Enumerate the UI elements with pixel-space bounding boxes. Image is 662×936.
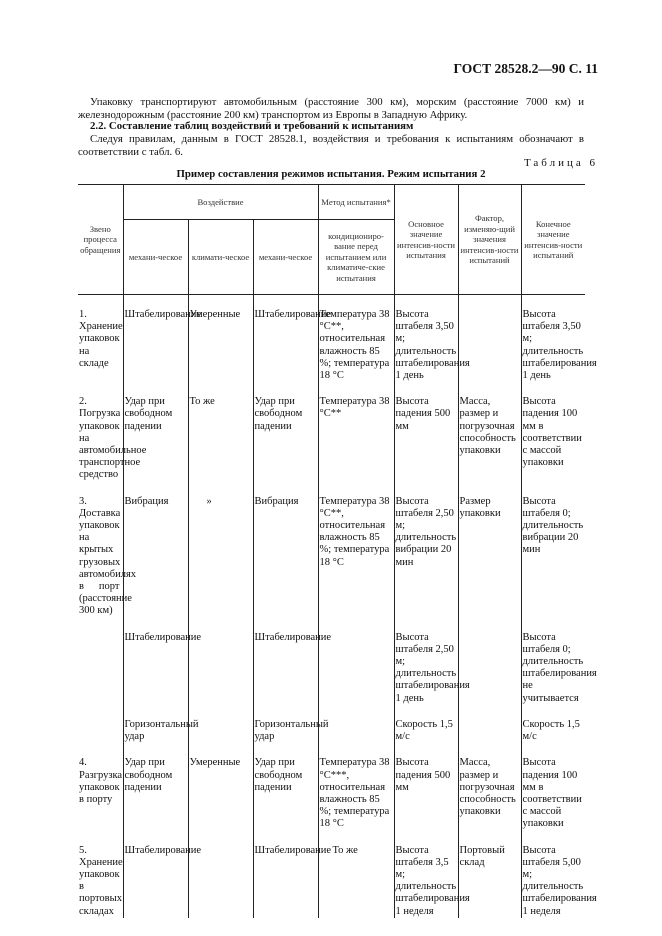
cell-zveno <box>78 719 123 743</box>
header-osnovnoe: Основное значение интенсив-ности испытания <box>394 185 458 295</box>
cell-konech: Высота штабеля 0; длительность вибрации 20 мин <box>521 496 585 618</box>
cell-zveno: 4. Разгрузка упаковок в порту <box>79 757 123 805</box>
cell-zveno: 1. Хранение упаковок на складе <box>79 309 123 369</box>
cell-osn: Высота штабеля 2,50 м; длительность вибрации 20 мин <box>394 496 458 618</box>
cell-osn: Высота падения 500 мм <box>394 396 458 481</box>
table-row <box>78 719 585 743</box>
cell-factor <box>458 309 521 382</box>
cell-mech1: Штабелирование <box>123 845 188 918</box>
cell-metod: Температура 38 °С***, относительная влажность 85 %; температура 18 °С <box>318 757 394 830</box>
header-metod: Метод испытания* <box>318 185 394 220</box>
cell-mech1: Вибрация <box>123 496 188 618</box>
cell-konech: Высота падения 100 мм в соответствии с массой упаковки <box>521 396 585 481</box>
cell-factor: Масса, размер и погрузочная способность упаковки <box>458 396 521 481</box>
cell-mech2: Горизонтальный удар <box>254 718 329 743</box>
cell-konech: Высота штабеля 3,50 м; длительность штабелирования 1 день <box>522 309 597 382</box>
table-row <box>78 309 585 382</box>
page-header: ГОСТ 28528.2—90 С. 11 <box>453 61 598 76</box>
cell-mech1: Горизонтальный удар <box>124 718 199 743</box>
cell-metod: Температура 38 °С**, относительная влажность 85 %; температура 18 °С <box>318 309 394 382</box>
test-modes-table <box>78 184 597 918</box>
cell-mech1: Штабелирование <box>123 309 188 382</box>
table-label: Таблица 6 <box>523 157 598 169</box>
cell-konech: Высота штабеля 5,00 м; длительность штабелирования 1 неделя <box>522 844 597 917</box>
header-mech2: механи-ческое <box>253 220 318 295</box>
cell-factor: Масса, размер и погрузочная способность упаковки <box>458 757 521 830</box>
table-row <box>78 496 585 618</box>
cell-mech2: Штабелирование <box>253 632 318 705</box>
header-metod-sub: кондициониро-вание перед испытанием или климатиче-ские испытания <box>318 220 394 295</box>
cell-clim: Умеренные <box>188 309 253 382</box>
cell-metod: Температура 38 °С** <box>318 396 394 481</box>
cell-osn: Скорость 1,5 м/с <box>394 719 458 743</box>
table-row <box>78 632 585 705</box>
cell-osn: Высота штабеля 3,50 м; длительность штабелирования 1 день <box>395 309 470 382</box>
paragraph-rules: Следуя правилам, данным в ГОСТ 28528.1, воздействия и требования к испытаниям обозначают в соответствии с табл. 6. <box>78 133 584 158</box>
cell-mech2: Штабелирование <box>253 845 318 918</box>
cell-zveno: 2. Погрузка упаковок на автомобильное транспортное средство <box>79 396 147 481</box>
cell-clim: Умеренные <box>188 757 253 830</box>
header-clim: климати-ческое <box>188 220 253 295</box>
cell-zveno: 5. Хранение упаковок в портовых складах <box>79 844 123 917</box>
header-mech1: механи-ческое <box>123 220 188 295</box>
cell-mech2: Штабелирование <box>253 309 318 382</box>
cell-mech1: Удар при свободном падении <box>123 757 188 830</box>
cell-osn: Высота падения 500 мм <box>394 757 458 830</box>
header-vozdeistvie: Воздействие <box>123 185 318 220</box>
header-zveno: Звено процесса обращения <box>78 185 123 295</box>
table-row <box>78 396 585 481</box>
table-row <box>78 845 585 918</box>
cell-factor <box>458 632 521 705</box>
cell-osn: Высота штабеля 2,50 м; длительность штабелирования 1 день <box>395 631 470 704</box>
cell-metod: То же <box>318 845 394 918</box>
cell-factor: Размер упаковки <box>458 496 521 618</box>
cell-mech1: Удар при свободном падении <box>123 396 188 481</box>
cell-clim: То же <box>188 396 253 481</box>
header-factor: Фактор, изменяю-щий значения интенсив-ности испытаний <box>458 185 521 295</box>
cell-factor <box>458 719 521 743</box>
cell-mech2: Вибрация <box>253 496 318 618</box>
cell-metod <box>318 719 394 743</box>
cell-mech2: Удар при свободном падении <box>253 757 318 830</box>
cell-mech2: Удар при свободном падении <box>253 396 318 481</box>
cell-konech: Скорость 1,5 м/с <box>521 719 585 743</box>
cell-mech1: Штабелирование <box>123 632 188 705</box>
cell-konech: Высота штабеля 0; длительность штабелирования не учитывается <box>522 631 597 704</box>
cell-konech: Высота падения 100 мм в соответствии с массой упаковки <box>521 757 585 830</box>
table-caption: Пример составления режимов испытания. Режим испытания 2 <box>176 168 486 180</box>
paragraph-transport: Упаковку транспортируют автомобильным (расстояние 300 км), морским (расстояние 7000 км) и железнодорожным (расстояние 200 км) транспортом из Европы в Западную Африку. <box>78 96 584 121</box>
section-title: 2.2. Составление таблиц воздействий и требований к испытаниям <box>90 120 414 132</box>
cell-zveno <box>78 632 123 705</box>
cell-zveno: 3. Доставка упаковок на крытых грузовых автомобилях в порт (расстояние 300 км) <box>79 495 137 617</box>
header-konechnoe: Конечное значение интенсив-ности испытаний <box>521 185 585 295</box>
cell-clim: » <box>188 496 253 618</box>
cell-metod: Температура 38 °С**, относительная влажность 85 %; температура 18 °С <box>318 496 394 618</box>
cell-osn: Высота штабеля 3,5 м; длительность штабелирования 1 неделя <box>395 844 470 917</box>
table-row <box>78 757 585 830</box>
cell-factor: Портовый склад <box>458 845 521 918</box>
